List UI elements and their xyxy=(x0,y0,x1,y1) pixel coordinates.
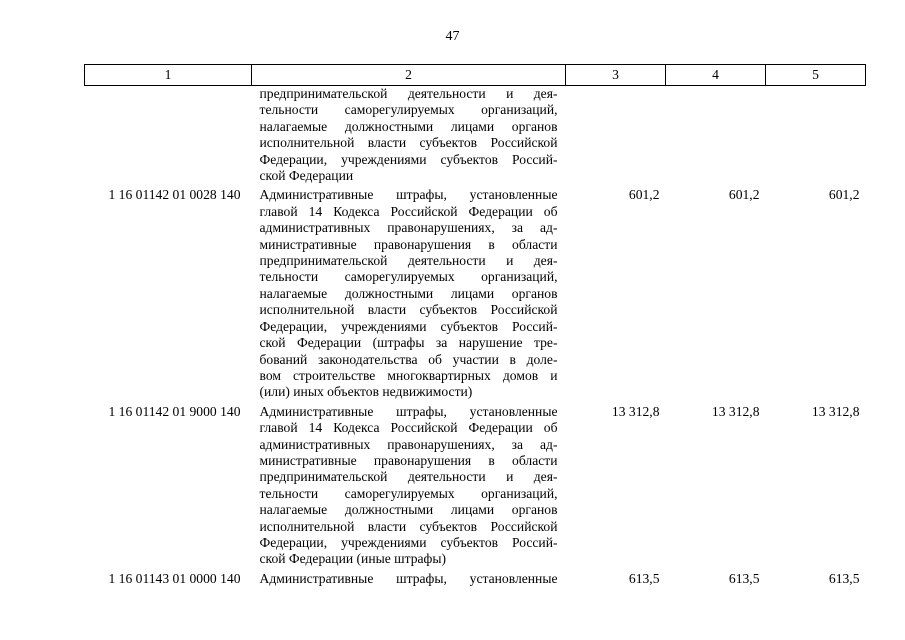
code-cell: 1 16 01143 01 0000 140 xyxy=(108,570,241,586)
description-cell xyxy=(252,401,566,568)
value-cell-col4: 613,5 xyxy=(728,570,760,586)
description-line: Административные штрафы, установленные xyxy=(259,187,558,203)
value-cell-col4: 13 312,8 xyxy=(711,403,760,419)
description-line: ской Федерации (штрафы за нарушение тре- xyxy=(259,335,558,351)
code-cell xyxy=(85,86,252,185)
description-line: главой 14 Кодекса Российской Федерации об xyxy=(259,420,558,436)
description-line: административных правонарушениях, за ад- xyxy=(259,220,558,236)
value-cell-col4 xyxy=(666,86,766,185)
value-cell-col5: 13 312,8 xyxy=(811,403,860,419)
description-cell xyxy=(252,184,566,400)
description-line: исполнительной власти субъектов Российской xyxy=(259,518,558,534)
value-cell-col5: 613,5 xyxy=(828,570,860,586)
column-header-2: 2 xyxy=(252,65,566,86)
description-line: тельности саморегулируемых организаций, xyxy=(259,269,558,285)
description-line: ской Федерации (иные штрафы) xyxy=(259,551,447,567)
table-row xyxy=(85,184,866,400)
value-cell-col5: 601,2 xyxy=(828,187,860,203)
value-cell-col3: 13 312,8 xyxy=(611,403,660,419)
column-header-3: 3 xyxy=(566,65,666,86)
description-line: предпринимательской деятельности и дея- xyxy=(259,86,558,101)
table-body xyxy=(85,86,866,588)
value-cell-col3: 613,5 xyxy=(628,570,660,586)
table-header xyxy=(85,65,866,86)
value-cell-col5 xyxy=(766,86,866,185)
description-line: Федерации, учреждениями субъектов Россий- xyxy=(259,318,558,334)
description-line: бований законодательства об участии в доле- xyxy=(259,351,558,367)
description-line: министративные правонарушения в области xyxy=(259,236,558,252)
description-line: министративные правонарушения в области xyxy=(259,452,558,468)
description-line: тельности саморегулируемых организаций, xyxy=(259,102,558,118)
page-number: 47 xyxy=(445,29,460,44)
description-line: налагаемые должностными лицами органов xyxy=(259,118,558,134)
description-cell xyxy=(252,568,566,587)
value-cell-col3 xyxy=(566,86,666,185)
description-line: налагаемые должностными лицами органов xyxy=(259,502,558,518)
column-header-4: 4 xyxy=(666,65,766,86)
description-line: предпринимательской деятельности и дея- xyxy=(259,253,558,269)
description-line: предпринимательской деятельности и дея- xyxy=(259,469,558,485)
column-header-5: 5 xyxy=(766,65,866,86)
description-line: административных правонарушениях, за ад- xyxy=(259,436,558,452)
value-cell-col4: 601,2 xyxy=(728,187,760,203)
table-row xyxy=(85,401,866,568)
description-line: Федерации, учреждениями субъектов Россий- xyxy=(259,151,558,167)
table-row-continuation xyxy=(85,86,866,185)
budget-table xyxy=(84,64,866,587)
description-line: тельности саморегулируемых организаций, xyxy=(259,485,558,501)
column-header-1: 1 xyxy=(85,65,252,86)
header-row xyxy=(85,65,866,86)
description-line: исполнительной власти субъектов Российской xyxy=(259,135,558,151)
description-line: налагаемые должностными лицами органов xyxy=(259,285,558,301)
description-line: главой 14 Кодекса Российской Федерации об xyxy=(259,203,558,219)
description-line: Федерации, учреждениями субъектов Россий- xyxy=(259,534,558,550)
description-cell xyxy=(252,86,566,185)
description-line: ской Федерации xyxy=(259,168,354,184)
code-cell: 1 16 01142 01 0028 140 xyxy=(108,187,241,203)
description-line: Административные штрафы, установленные xyxy=(259,570,558,586)
code-cell: 1 16 01142 01 9000 140 xyxy=(108,403,241,419)
description-line: исполнительной власти субъектов Российской xyxy=(259,302,558,318)
description-line: (или) иных объектов недвижимости) xyxy=(259,384,473,400)
value-cell-col3: 601,2 xyxy=(628,187,660,203)
description-line: Административные штрафы, установленные xyxy=(259,403,558,419)
description-line: вом строительстве многоквартирных домов и xyxy=(259,367,558,383)
table-row xyxy=(85,568,866,587)
